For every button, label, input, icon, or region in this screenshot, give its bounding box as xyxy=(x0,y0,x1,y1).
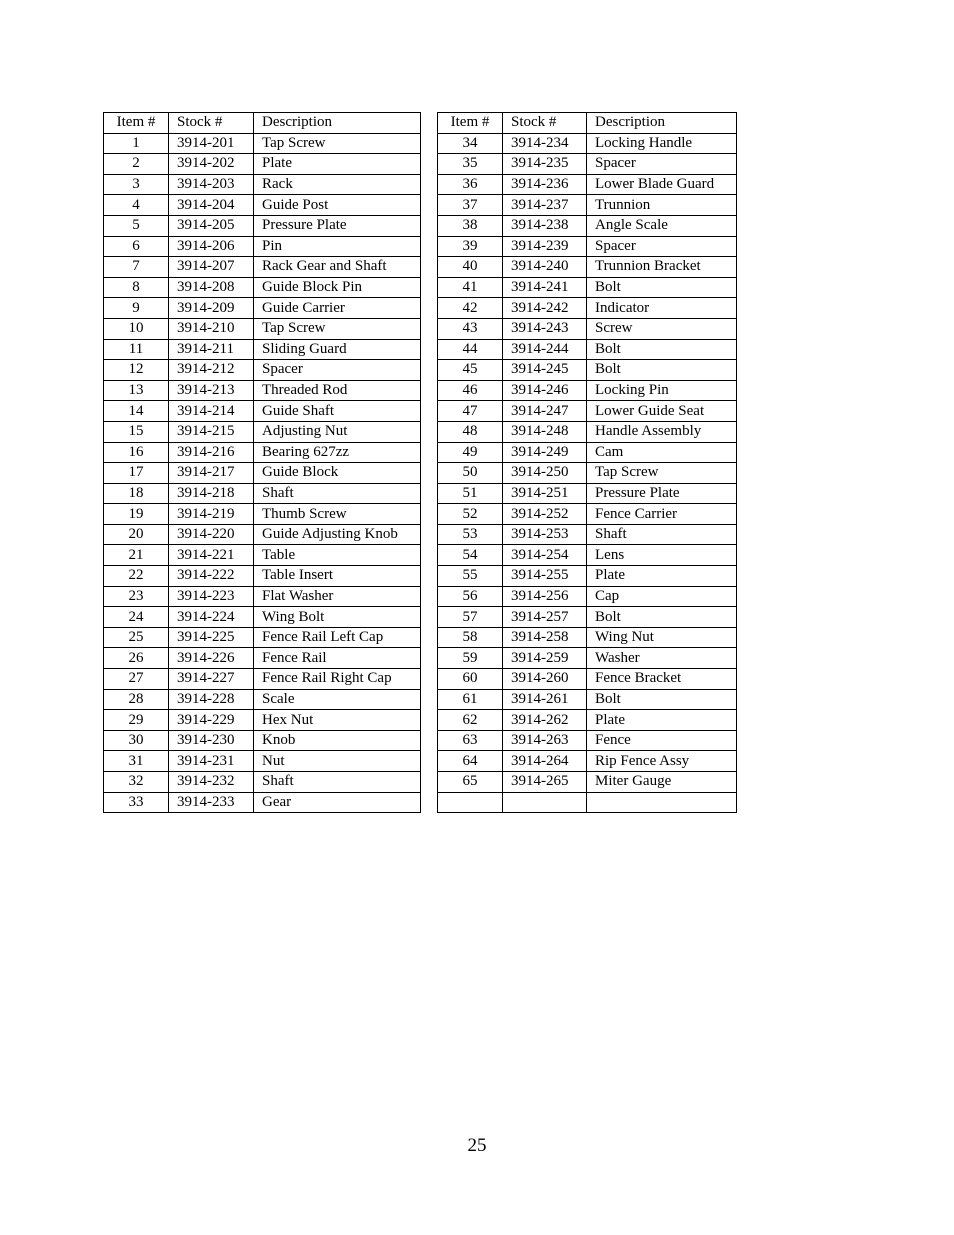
table-row xyxy=(104,360,421,381)
part-description: Bolt xyxy=(587,689,737,710)
item-number: 12 xyxy=(104,360,169,381)
table-row xyxy=(104,524,421,545)
part-description: Guide Adjusting Knob xyxy=(254,524,421,545)
part-description: Shaft xyxy=(587,524,737,545)
table-row xyxy=(104,751,421,772)
table-row xyxy=(438,380,737,401)
stock-number: 3914-254 xyxy=(503,545,587,566)
part-description: Plate xyxy=(587,566,737,587)
parts-table-right xyxy=(437,112,737,813)
item-number: 17 xyxy=(104,463,169,484)
stock-number: 3914-209 xyxy=(169,298,254,319)
stock-number: 3914-223 xyxy=(169,586,254,607)
part-description: Adjusting Nut xyxy=(254,421,421,442)
part-description: Spacer xyxy=(587,154,737,175)
stock-number: 3914-221 xyxy=(169,545,254,566)
stock-number: 3914-208 xyxy=(169,277,254,298)
stock-number: 3914-214 xyxy=(169,401,254,422)
stock-number: 3914-252 xyxy=(503,504,587,525)
table-row xyxy=(438,792,737,813)
stock-number: 3914-249 xyxy=(503,442,587,463)
stock-number: 3914-244 xyxy=(503,339,587,360)
item-number xyxy=(438,792,503,813)
stock-number: 3914-262 xyxy=(503,710,587,731)
part-description: Plate xyxy=(254,154,421,175)
stock-number: 3914-241 xyxy=(503,277,587,298)
part-description: Shaft xyxy=(254,483,421,504)
stock-number: 3914-224 xyxy=(169,607,254,628)
table-row xyxy=(438,298,737,319)
table-header-row xyxy=(104,113,421,134)
item-number: 1 xyxy=(104,133,169,154)
item-number: 28 xyxy=(104,689,169,710)
stock-number: 3914-233 xyxy=(169,792,254,813)
part-description: Lower Blade Guard xyxy=(587,174,737,195)
item-number: 53 xyxy=(438,524,503,545)
table-row xyxy=(438,195,737,216)
item-number: 61 xyxy=(438,689,503,710)
table-row xyxy=(438,627,737,648)
item-number: 60 xyxy=(438,669,503,690)
item-number: 40 xyxy=(438,257,503,278)
part-description: Pressure Plate xyxy=(254,215,421,236)
item-number: 41 xyxy=(438,277,503,298)
item-number: 24 xyxy=(104,607,169,628)
stock-number: 3914-228 xyxy=(169,689,254,710)
part-description: Handle Assembly xyxy=(587,421,737,442)
stock-number: 3914-258 xyxy=(503,627,587,648)
item-number: 29 xyxy=(104,710,169,731)
item-number: 51 xyxy=(438,483,503,504)
item-number: 15 xyxy=(104,421,169,442)
stock-number: 3914-247 xyxy=(503,401,587,422)
part-description: Tap Screw xyxy=(587,463,737,484)
table-row xyxy=(104,380,421,401)
item-number: 56 xyxy=(438,586,503,607)
table-row xyxy=(104,463,421,484)
item-number: 48 xyxy=(438,421,503,442)
table-row xyxy=(104,669,421,690)
table-row xyxy=(438,524,737,545)
item-number: 49 xyxy=(438,442,503,463)
table-row xyxy=(438,648,737,669)
part-description: Lower Guide Seat xyxy=(587,401,737,422)
part-description: Fence Rail Right Cap xyxy=(254,669,421,690)
part-description xyxy=(587,792,737,813)
item-number: 47 xyxy=(438,401,503,422)
stock-number: 3914-230 xyxy=(169,730,254,751)
item-number: 7 xyxy=(104,257,169,278)
item-number: 32 xyxy=(104,772,169,793)
part-description: Fence Rail Left Cap xyxy=(254,627,421,648)
part-description: Locking Pin xyxy=(587,380,737,401)
part-description: Fence Carrier xyxy=(587,504,737,525)
part-description: Wing Nut xyxy=(587,627,737,648)
stock-number: 3914-207 xyxy=(169,257,254,278)
table-row xyxy=(104,689,421,710)
part-description: Plate xyxy=(587,710,737,731)
part-description: Flat Washer xyxy=(254,586,421,607)
part-description: Bolt xyxy=(587,339,737,360)
stock-number: 3914-225 xyxy=(169,627,254,648)
table-row xyxy=(104,792,421,813)
item-number: 65 xyxy=(438,772,503,793)
header-description: Description xyxy=(254,113,421,134)
item-number: 13 xyxy=(104,380,169,401)
part-description: Screw xyxy=(587,318,737,339)
parts-table-left xyxy=(103,112,421,813)
part-description: Guide Block xyxy=(254,463,421,484)
stock-number: 3914-203 xyxy=(169,174,254,195)
part-description: Fence Rail xyxy=(254,648,421,669)
part-description: Sliding Guard xyxy=(254,339,421,360)
stock-number: 3914-229 xyxy=(169,710,254,731)
stock-number: 3914-218 xyxy=(169,483,254,504)
table-row xyxy=(438,360,737,381)
part-description: Angle Scale xyxy=(587,215,737,236)
part-description: Table Insert xyxy=(254,566,421,587)
part-description: Guide Post xyxy=(254,195,421,216)
table-row xyxy=(438,421,737,442)
table-row xyxy=(104,607,421,628)
item-number: 55 xyxy=(438,566,503,587)
table-row xyxy=(438,586,737,607)
table-row xyxy=(438,566,737,587)
table-row xyxy=(104,586,421,607)
stock-number: 3914-222 xyxy=(169,566,254,587)
part-description: Spacer xyxy=(254,360,421,381)
table-row xyxy=(104,710,421,731)
part-description: Cam xyxy=(587,442,737,463)
header-item: Item # xyxy=(438,113,503,134)
stock-number: 3914-246 xyxy=(503,380,587,401)
part-description: Trunnion xyxy=(587,195,737,216)
part-description: Bearing 627zz xyxy=(254,442,421,463)
table-row xyxy=(438,689,737,710)
stock-number: 3914-234 xyxy=(503,133,587,154)
stock-number: 3914-226 xyxy=(169,648,254,669)
stock-number: 3914-204 xyxy=(169,195,254,216)
part-description: Bolt xyxy=(587,277,737,298)
part-description: Shaft xyxy=(254,772,421,793)
stock-number: 3914-239 xyxy=(503,236,587,257)
table-row xyxy=(104,772,421,793)
item-number: 42 xyxy=(438,298,503,319)
part-description: Scale xyxy=(254,689,421,710)
stock-number: 3914-216 xyxy=(169,442,254,463)
item-number: 5 xyxy=(104,215,169,236)
item-number: 52 xyxy=(438,504,503,525)
part-description: Rip Fence Assy xyxy=(587,751,737,772)
part-description: Bolt xyxy=(587,607,737,628)
item-number: 31 xyxy=(104,751,169,772)
item-number: 26 xyxy=(104,648,169,669)
item-number: 59 xyxy=(438,648,503,669)
part-description: Pressure Plate xyxy=(587,483,737,504)
stock-number: 3914-237 xyxy=(503,195,587,216)
stock-number: 3914-217 xyxy=(169,463,254,484)
table-row xyxy=(104,318,421,339)
stock-number: 3914-215 xyxy=(169,421,254,442)
table-header-row xyxy=(438,113,737,134)
table-row xyxy=(438,236,737,257)
header-stock: Stock # xyxy=(169,113,254,134)
stock-number: 3914-213 xyxy=(169,380,254,401)
stock-number: 3914-205 xyxy=(169,215,254,236)
item-number: 18 xyxy=(104,483,169,504)
table-row xyxy=(438,463,737,484)
part-description: Threaded Rod xyxy=(254,380,421,401)
table-row xyxy=(438,154,737,175)
item-number: 44 xyxy=(438,339,503,360)
part-description: Rack xyxy=(254,174,421,195)
item-number: 11 xyxy=(104,339,169,360)
item-number: 50 xyxy=(438,463,503,484)
item-number: 2 xyxy=(104,154,169,175)
table-row xyxy=(104,154,421,175)
table-row xyxy=(104,627,421,648)
part-description: Knob xyxy=(254,730,421,751)
stock-number: 3914-265 xyxy=(503,772,587,793)
page-number: 25 xyxy=(467,1135,487,1156)
table-row xyxy=(104,215,421,236)
stock-number: 3914-236 xyxy=(503,174,587,195)
part-description: Guide Shaft xyxy=(254,401,421,422)
stock-number: 3914-259 xyxy=(503,648,587,669)
table-row xyxy=(104,133,421,154)
stock-number: 3914-260 xyxy=(503,669,587,690)
stock-number: 3914-210 xyxy=(169,318,254,339)
stock-number: 3914-264 xyxy=(503,751,587,772)
stock-number: 3914-255 xyxy=(503,566,587,587)
item-number: 45 xyxy=(438,360,503,381)
item-number: 38 xyxy=(438,215,503,236)
stock-number: 3914-212 xyxy=(169,360,254,381)
item-number: 10 xyxy=(104,318,169,339)
table-row xyxy=(104,298,421,319)
table-row xyxy=(104,545,421,566)
part-description: Fence Bracket xyxy=(587,669,737,690)
table-row xyxy=(438,504,737,525)
table-row xyxy=(104,236,421,257)
table-row xyxy=(104,421,421,442)
item-number: 3 xyxy=(104,174,169,195)
part-description: Pin xyxy=(254,236,421,257)
table-row xyxy=(438,730,737,751)
item-number: 30 xyxy=(104,730,169,751)
part-description: Cap xyxy=(587,586,737,607)
stock-number: 3914-201 xyxy=(169,133,254,154)
table-row xyxy=(438,669,737,690)
table-row xyxy=(104,504,421,525)
stock-number: 3914-202 xyxy=(169,154,254,175)
stock-number: 3914-253 xyxy=(503,524,587,545)
header-item: Item # xyxy=(104,113,169,134)
item-number: 62 xyxy=(438,710,503,731)
part-description: Gear xyxy=(254,792,421,813)
stock-number: 3914-257 xyxy=(503,607,587,628)
table-row xyxy=(438,215,737,236)
table-row xyxy=(438,277,737,298)
table-row xyxy=(104,566,421,587)
stock-number: 3914-231 xyxy=(169,751,254,772)
table-row xyxy=(438,607,737,628)
part-description: Miter Gauge xyxy=(587,772,737,793)
item-number: 36 xyxy=(438,174,503,195)
part-description: Washer xyxy=(587,648,737,669)
item-number: 34 xyxy=(438,133,503,154)
table-row xyxy=(438,442,737,463)
table-row xyxy=(104,174,421,195)
table-row xyxy=(104,195,421,216)
table-row xyxy=(104,401,421,422)
stock-number: 3914-243 xyxy=(503,318,587,339)
part-description: Indicator xyxy=(587,298,737,319)
part-description: Wing Bolt xyxy=(254,607,421,628)
table-row xyxy=(438,339,737,360)
stock-number: 3914-261 xyxy=(503,689,587,710)
item-number: 64 xyxy=(438,751,503,772)
stock-number: 3914-242 xyxy=(503,298,587,319)
stock-number xyxy=(503,792,587,813)
item-number: 58 xyxy=(438,627,503,648)
item-number: 27 xyxy=(104,669,169,690)
part-description: Trunnion Bracket xyxy=(587,257,737,278)
stock-number: 3914-227 xyxy=(169,669,254,690)
part-description: Spacer xyxy=(587,236,737,257)
part-description: Fence xyxy=(587,730,737,751)
item-number: 46 xyxy=(438,380,503,401)
stock-number: 3914-206 xyxy=(169,236,254,257)
stock-number: 3914-251 xyxy=(503,483,587,504)
stock-number: 3914-238 xyxy=(503,215,587,236)
stock-number: 3914-245 xyxy=(503,360,587,381)
item-number: 8 xyxy=(104,277,169,298)
item-number: 4 xyxy=(104,195,169,216)
item-number: 14 xyxy=(104,401,169,422)
item-number: 35 xyxy=(438,154,503,175)
table-row xyxy=(438,751,737,772)
header-description: Description xyxy=(587,113,737,134)
item-number: 16 xyxy=(104,442,169,463)
part-description: Nut xyxy=(254,751,421,772)
item-number: 63 xyxy=(438,730,503,751)
part-description: Thumb Screw xyxy=(254,504,421,525)
stock-number: 3914-232 xyxy=(169,772,254,793)
part-description: Tap Screw xyxy=(254,318,421,339)
stock-number: 3914-263 xyxy=(503,730,587,751)
table-row xyxy=(438,483,737,504)
table-row xyxy=(104,483,421,504)
item-number: 25 xyxy=(104,627,169,648)
stock-number: 3914-235 xyxy=(503,154,587,175)
table-row xyxy=(104,339,421,360)
table-row xyxy=(104,730,421,751)
item-number: 6 xyxy=(104,236,169,257)
table-row xyxy=(104,257,421,278)
item-number: 54 xyxy=(438,545,503,566)
table-row xyxy=(438,257,737,278)
part-description: Lens xyxy=(587,545,737,566)
table-row xyxy=(438,545,737,566)
part-description: Tap Screw xyxy=(254,133,421,154)
item-number: 43 xyxy=(438,318,503,339)
table-row xyxy=(438,401,737,422)
stock-number: 3914-240 xyxy=(503,257,587,278)
item-number: 37 xyxy=(438,195,503,216)
item-number: 23 xyxy=(104,586,169,607)
part-description: Locking Handle xyxy=(587,133,737,154)
item-number: 22 xyxy=(104,566,169,587)
stock-number: 3914-250 xyxy=(503,463,587,484)
item-number: 21 xyxy=(104,545,169,566)
part-description: Table xyxy=(254,545,421,566)
stock-number: 3914-211 xyxy=(169,339,254,360)
table-row xyxy=(104,648,421,669)
header-stock: Stock # xyxy=(503,113,587,134)
table-row xyxy=(438,772,737,793)
stock-number: 3914-220 xyxy=(169,524,254,545)
part-description: Guide Carrier xyxy=(254,298,421,319)
item-number: 19 xyxy=(104,504,169,525)
part-description: Guide Block Pin xyxy=(254,277,421,298)
part-description: Bolt xyxy=(587,360,737,381)
item-number: 33 xyxy=(104,792,169,813)
table-row xyxy=(104,277,421,298)
table-row xyxy=(438,133,737,154)
item-number: 57 xyxy=(438,607,503,628)
part-description: Rack Gear and Shaft xyxy=(254,257,421,278)
stock-number: 3914-248 xyxy=(503,421,587,442)
stock-number: 3914-256 xyxy=(503,586,587,607)
stock-number: 3914-219 xyxy=(169,504,254,525)
table-row xyxy=(438,174,737,195)
item-number: 20 xyxy=(104,524,169,545)
item-number: 39 xyxy=(438,236,503,257)
part-description: Hex Nut xyxy=(254,710,421,731)
item-number: 9 xyxy=(104,298,169,319)
table-row xyxy=(104,442,421,463)
table-row xyxy=(438,318,737,339)
table-row xyxy=(438,710,737,731)
